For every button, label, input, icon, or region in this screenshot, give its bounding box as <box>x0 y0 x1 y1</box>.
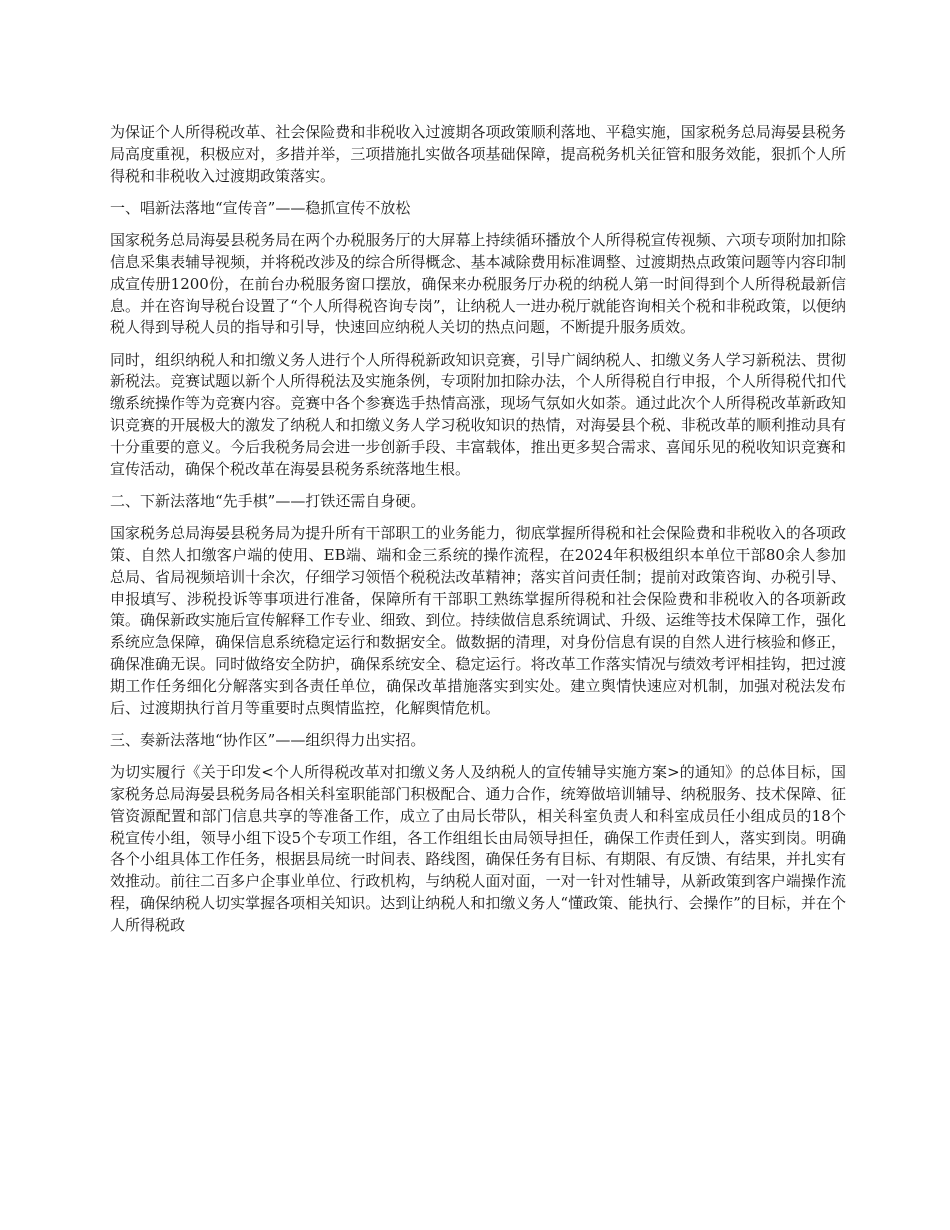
section-3-paragraph-1: 为切实履行《关于印发<个人所得税改革对扣缴义务人及纳税人的宣传辅导实施方案>的通知》的总体目标，国家税务总局海晏县税务局各相关科室职能部门积极配合、通力合作，统筹做培训辅导、纳税服务、技术保障、征管资源配置和部门信息共享的等准备工作，成立了由局长带队，相关科室负责人和科室成员任小组成员的18个税宣传小组，领导小组下设5个专项工作组，各工作组组长由局领导担任，确保工作责任到人，落实到岗。明确各个小组具体工作任务，根据县局统一时间表、路线图，确保任务有目标、有期限、有反馈、有结果，并扎实有效推动。前往二百多户企事业单位、行政机构，与纳税人面对面，一对一针对性辅导，从新政策到客户端操作流程，确保纳税人切实掌握各项相关知识。达到让纳税人和扣缴义务人“懂政策、能执行、会操作”的目标，并在个人所得税政 <box>110 763 846 934</box>
section-3-heading: 三、奏新法落地“协作区”——组织得力出实招。 <box>110 730 426 749</box>
section-2-heading: 二、下新法落地“先手棋”——打铁还需自身硬。 <box>110 491 426 510</box>
document-body <box>110 122 846 947</box>
section-1-paragraph-1: 国家税务总局海晏县税务局在两个办税服务厅的大屏幕上持续循环播放个人所得税宣传视频、六项专项附加扣除信息采集表辅导视频，并将税改涉及的综合所得概念、基本减除费用标准调整、过渡期热点政策问题等内容印制成宣传册1200份，在前台办税服务窗口摆放，确保来办税服务厅办税的纳税人第一时间得到个人所得税最新信息。并在咨询导税台设置了“个人所得税咨询专岗”，让纳税人一进办税厅就能咨询相关个税和非税政策，以便纳税人得到导税人员的指导和引导，快速回应纳税人关切的热点问题，不断提升服务质效。 <box>110 231 846 337</box>
section-2-paragraph-1: 国家税务总局海晏县税务局为提升所有干部职工的业务能力，彻底掌握所得税和社会保险费和非税收入的各项政策、自然人扣缴客户端的使用、EB端、端和金三系统的操作流程，在2024年积极组织本单位干部80余人参加总局、省局视频培训十余次，仔细学习领悟个税税法改革精神；落实首问责任制；提前对政策咨询、办税引导、申报填写、涉税投诉等事项进行准备，保障所有干部职工熟练掌握所得税和社会保险费和非税收入的各项新政策。确保新政实施后宣传解释工作专业、细致、到位。持续做信息系统调试、升级、运维等技术保障工作，强化系统应急保障，确保信息系统稳定运行和数据安全。做数据的清理，对身份信息有误的自然人进行核验和修正，确保准确无误。同时做络安全防护，确保系统安全、稳定运行。将改革工作落实情况与绩效考评相挂钩，把过渡期工作任务细化分解落实到各责任单位，确保改革措施落实到实处。建立舆情快速应对机制，加强对税法发布后、过渡期执行首月等重要时点舆情监控，化解舆情危机。 <box>110 524 846 717</box>
intro-paragraph: 为保证个人所得税改革、社会保险费和非税收入过渡期各项政策顺利落地、平稳实施，国家税务总局海晏县税务局高度重视，积极应对，多措并举，三项措施扎实做各项基础保障，提高税务机关征管和服务效能，狠抓个人所得税和非税收入过渡期政策落实。 <box>110 123 846 185</box>
section-1-paragraph-2: 同时，组织纳税人和扣缴义务人进行个人所得税新政知识竞赛，引导广阔纳税人、扣缴义务人学习新税法、贯彻新税法。竞赛试题以新个人所得税法及实施条例，专项附加扣除办法，个人所得税自行申报，个人所得税代扣代缴系统操作等为竞赛内容。竞赛中各个参赛选手热情高涨，现场气氛如火如荼。通过此次个人所得税改革新政知识竞赛的开展极大的激发了纳税人和扣缴义务人学习税收知识的热情，对海晏县个税、非税改革的顺利推动具有十分重要的意义。今后我税务局会进一步创新手段、丰富载体，推出更多契合需求、喜闻乐见的税收知识竞赛和宣传活动，确保个税改革在海晏县税务系统落地生根。 <box>110 350 846 478</box>
section-1-heading: 一、唱新法落地“宣传音”——稳抓宣传不放松 <box>110 198 411 217</box>
